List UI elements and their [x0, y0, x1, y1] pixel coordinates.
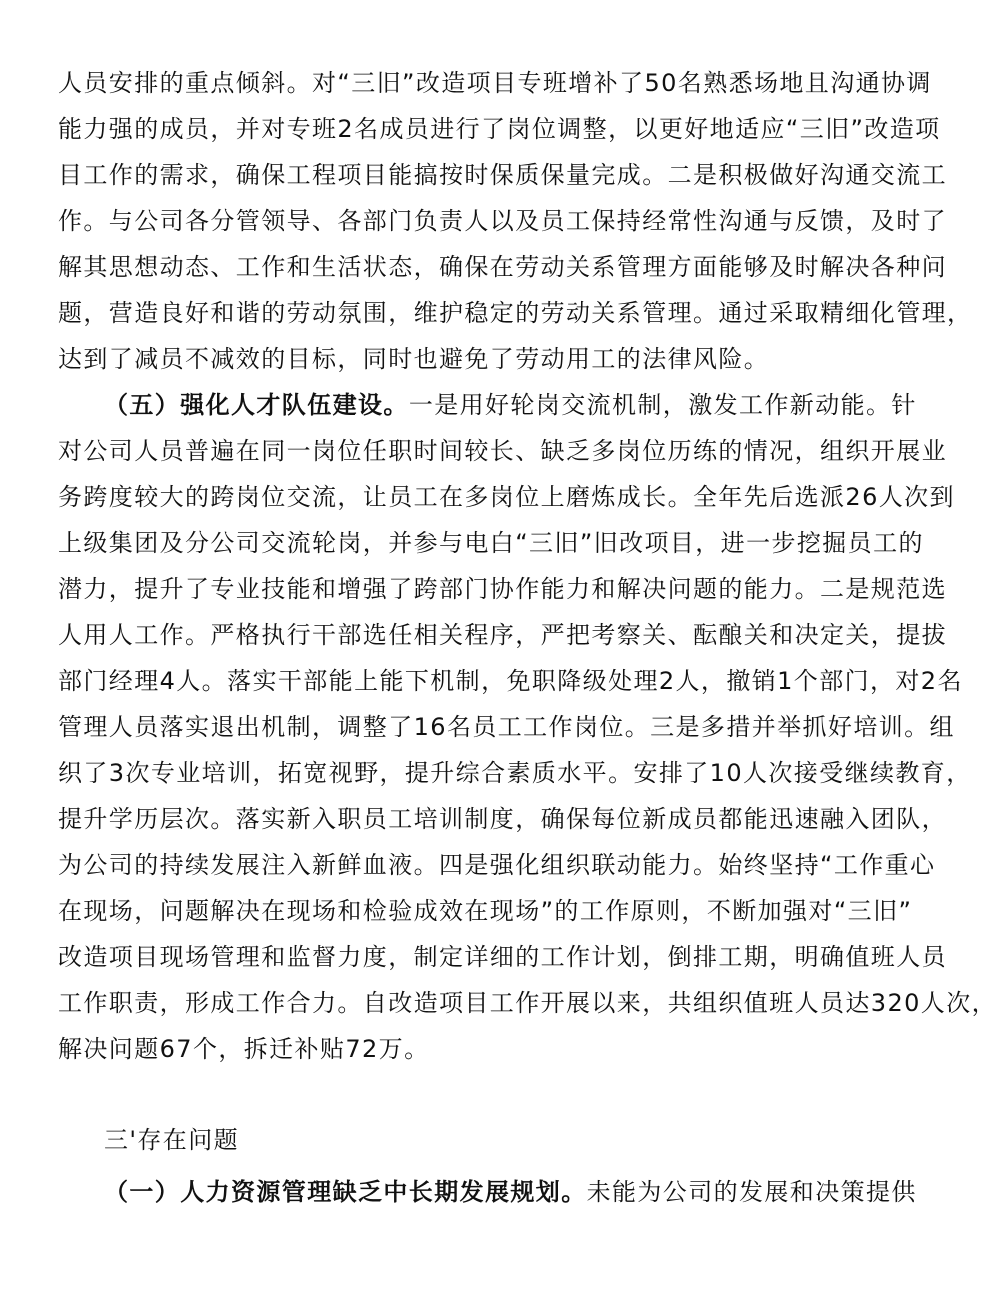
section-3-heading: 三'存在问题 — [104, 1126, 239, 1154]
body-line: 改造项目现场管理和监督力度，制定详细的工作计划，倒排工期，明确值班人员 — [58, 943, 947, 971]
body-line: 人员安排的重点倾斜。对“三旧”改造项目专班增补了50名熟悉场地且沟通协调 — [58, 69, 932, 97]
body-line: 为公司的持续发展注入新鲜血液。四是强化组织联动能力。始终坚持“工作重心 — [58, 851, 936, 879]
paragraph-1-heading: （一）人力资源管理缺乏中长期发展规划。 — [104, 1178, 587, 1206]
body-line: 能力强的成员，并对专班2名成员进行了岗位调整，以更好地适应“三旧”改造项 — [58, 115, 941, 143]
paragraph-5-heading: （五）强化人才队伍建设。 — [104, 391, 409, 419]
body-line: 解决问题67个，拆迁补贴72万。 — [58, 1035, 430, 1063]
body-line: 管理人员落实退出机制，调整了16名员工工作岗位。三是多措并举抓好培训。组 — [58, 713, 955, 741]
body-line: 部门经理4人。落实干部能上能下机制，免职降级处理2人，撤销1个部门，对2名 — [58, 667, 963, 695]
body-line: 上级集团及分公司交流轮岗，并参与电白“三旧”旧改项目，进一步挖掘员工的 — [58, 529, 924, 557]
paragraph-1-first-line — [104, 1172, 917, 1212]
paragraph-1-text: 未能为公司的发展和决策提供 — [586, 1178, 917, 1206]
body-line: 务跨度较大的跨岗位交流，让员工在多岗位上磨炼成长。全年先后选派26人次到 — [58, 483, 955, 511]
body-line: 作。与公司各分管领导、各部门负责人以及员工保持经常性沟通与反馈，及时了 — [58, 207, 947, 235]
body-line: 工作职责，形成工作合力。自改造项目工作开展以来，共组织值班人员达320人次， — [58, 989, 997, 1017]
body-line: 潜力，提升了专业技能和增强了跨部门协作能力和解决问题的能力。二是规范选 — [58, 575, 947, 603]
body-line: 达到了减员不减效的目标，同时也避免了劳动用工的法律风险。 — [58, 345, 770, 373]
body-line: 题，营造良好和谐的劳动氛围，维护稳定的劳动关系管理。通过采取精细化管理， — [58, 299, 973, 327]
body-line: 提升学历层次。落实新入职员工培训制度，确保每位新成员都能迅速融入团队， — [58, 805, 947, 833]
body-line: 解其思想动态、工作和生活状态，确保在劳动关系管理方面能够及时解决各种问 — [58, 253, 947, 281]
body-line: 人用人工作。严格执行干部选任相关程序，严把考察关、酝酿关和决定关，提拔 — [58, 621, 947, 649]
paragraph-5-first-line — [104, 385, 917, 425]
paragraph-5-text: 一是用好轮岗交流机制，激发工作新动能。针 — [408, 391, 917, 419]
body-line: 在现场，问题解决在现场和检验成效在现场”的工作原则，不断加强对“三旧” — [58, 897, 913, 925]
body-line: 目工作的需求，确保工程项目能搞按时保质保量完成。二是积极做好沟通交流工 — [58, 161, 947, 189]
body-line: 对公司人员普遍在同一岗位任职时间较长、缺乏多岗位历练的情况，组织开展业 — [58, 437, 947, 465]
body-line: 织了3次专业培训，拓宽视野，提升综合素质水平。安排了10人次接受继续教育， — [58, 759, 972, 787]
